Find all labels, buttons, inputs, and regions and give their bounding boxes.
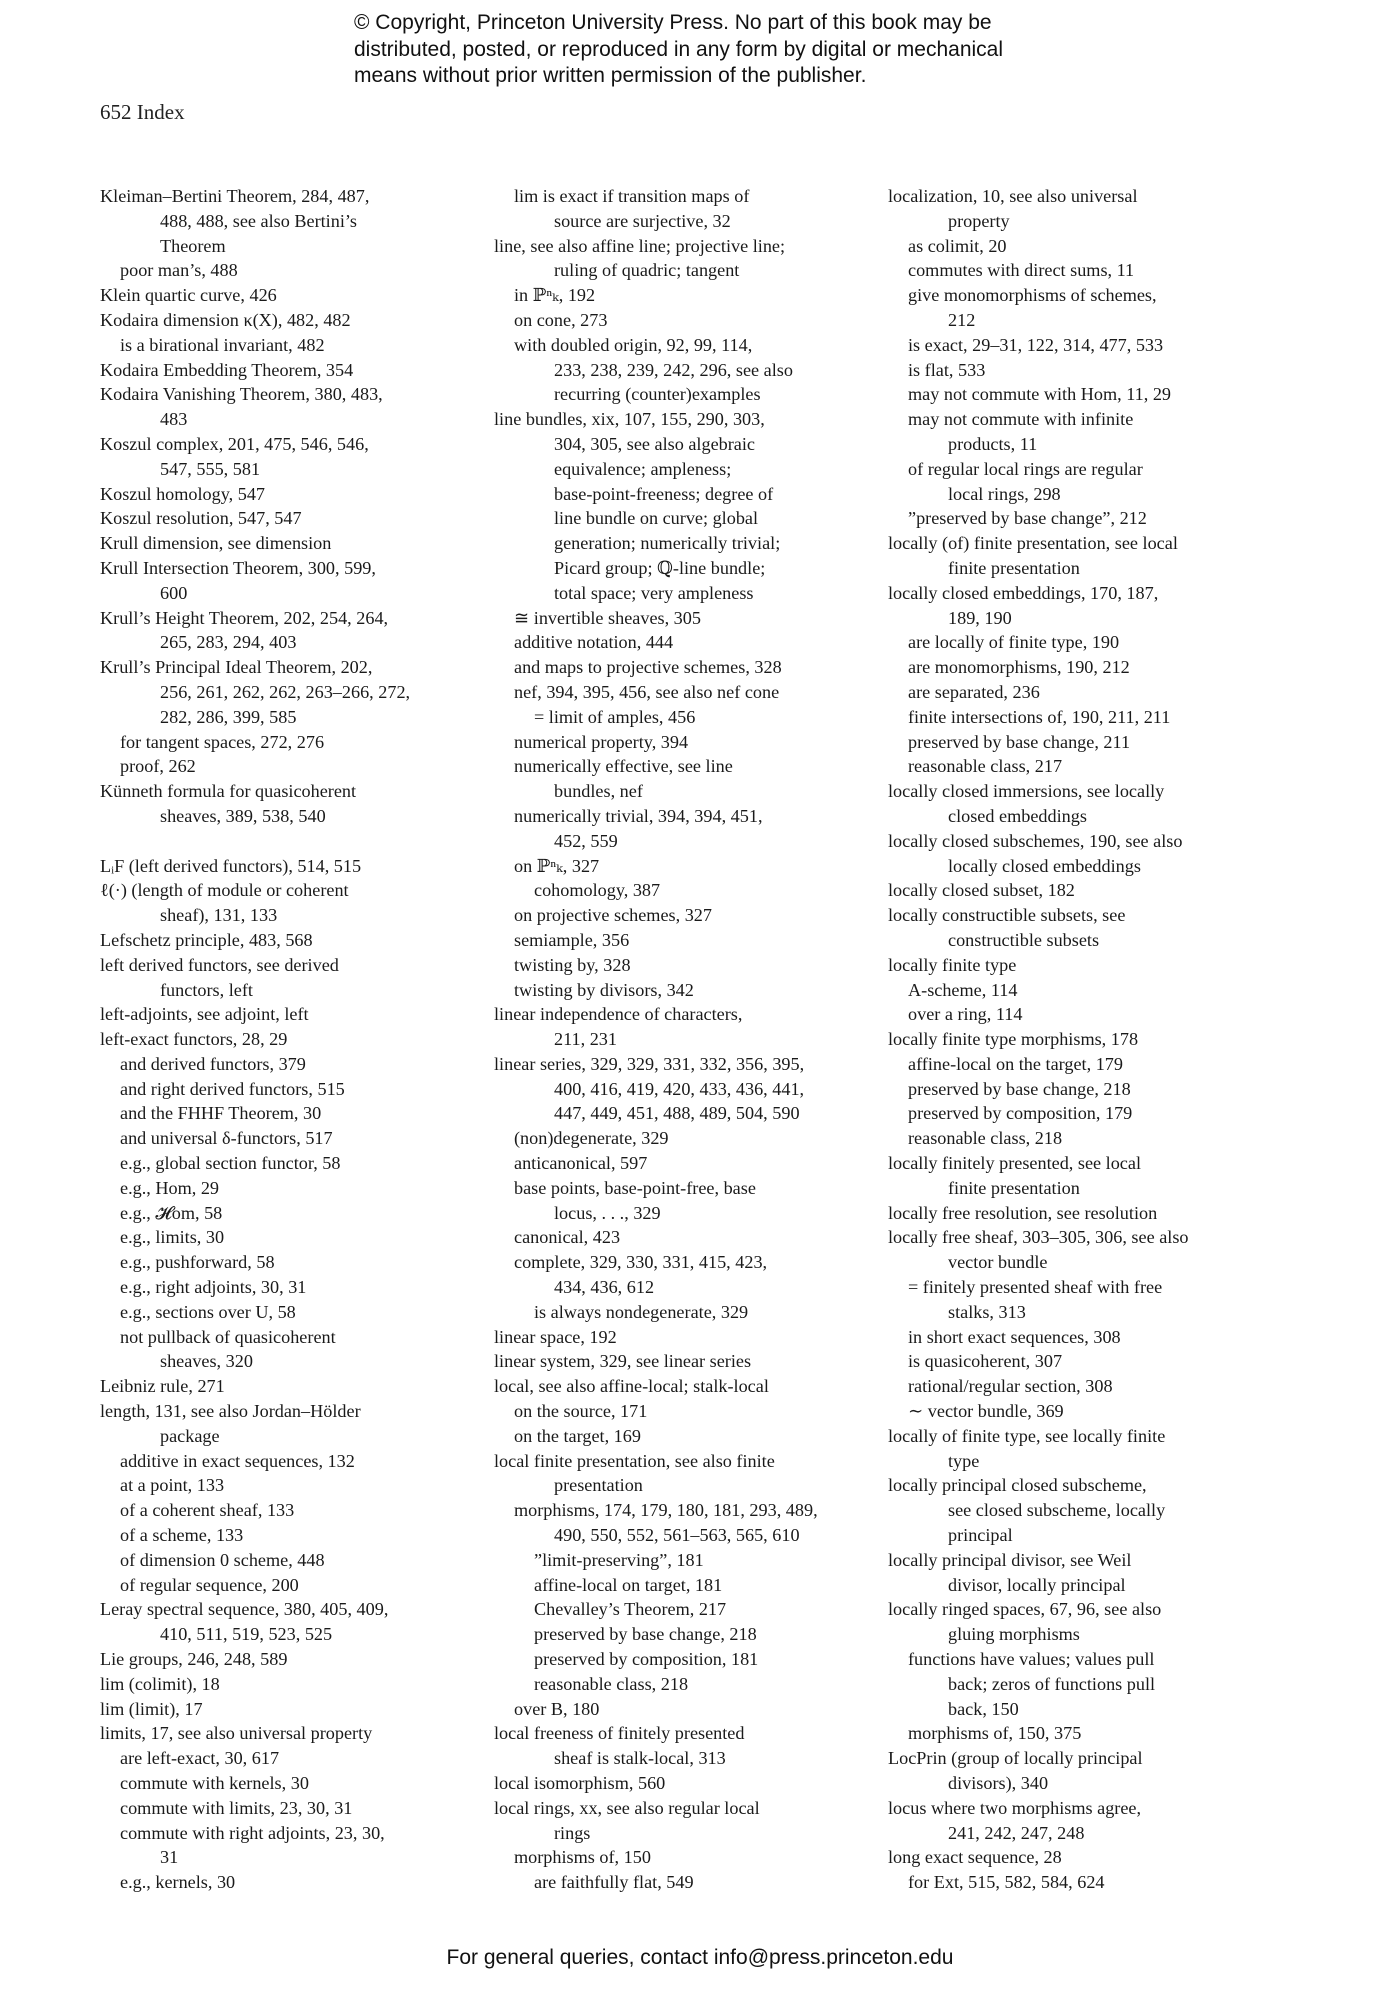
index-entry-continuation: functors, left: [160, 979, 253, 1000]
index-subentry: is flat, 533: [908, 359, 986, 380]
index-entry-continuation: bundles, nef: [554, 781, 643, 802]
index-entry: locally finite type morphisms, 178: [888, 1029, 1139, 1050]
index-subentry: in short exact sequences, 308: [908, 1326, 1121, 1347]
index-entry: locally ringed spaces, 67, 96, see also: [888, 1599, 1162, 1620]
index-subentry: base points, base-point-free, base: [514, 1177, 756, 1198]
index-entry-continuation: recurring (counter)examples: [554, 384, 761, 405]
index-entry: Krull Intersection Theorem, 300, 599,: [100, 557, 376, 578]
index-subentry: additive in exact sequences, 132: [120, 1450, 355, 1471]
index-entry-continuation: locus, . . ., 329: [554, 1202, 661, 1223]
index-entry-continuation: 488, 488, see also Bertini’s: [160, 210, 358, 231]
index-entry: length, 131, see also Jordan–Hölder: [100, 1401, 361, 1422]
index-subentry: cohomology, 387: [534, 880, 661, 901]
index-spacer: [100, 829, 470, 854]
index-entry: Koszul homology, 547: [100, 483, 266, 504]
index-subentry: commute with right adjoints, 23, 30,: [120, 1822, 385, 1843]
index-entry-continuation: principal: [948, 1525, 1013, 1546]
index-subentry: is quasicoherent, 307: [908, 1351, 1063, 1372]
index-subentry: may not commute with Hom, 11, 29: [908, 384, 1172, 405]
index-entry: lim (limit), 17: [100, 1698, 203, 1719]
index-subentry: of regular sequence, 200: [120, 1574, 299, 1595]
index-subentry: on the source, 171: [514, 1401, 648, 1422]
index-entry-continuation: 447, 449, 451, 488, 489, 504, 590: [554, 1103, 800, 1124]
index-entry: Leray spectral sequence, 380, 405, 409,: [100, 1599, 389, 1620]
index-entry: Koszul complex, 201, 475, 546, 546,: [100, 433, 369, 454]
index-subentry: additive notation, 444: [514, 632, 674, 653]
index-subentry: reasonable class, 217: [908, 756, 1063, 777]
index-entry-continuation: 452, 559: [554, 830, 618, 851]
index-subentry: and the FHHF Theorem, 30: [120, 1103, 322, 1124]
index-subentry: of a coherent sheaf, 133: [120, 1500, 295, 1521]
index-entry: locally free resolution, see resolution: [888, 1202, 1158, 1223]
index-subentry: in ℙⁿₖ, 192: [514, 285, 596, 306]
index-subentry: A-scheme, 114: [908, 979, 1018, 1000]
index-column-1: [100, 184, 470, 1895]
index-entry: Krull dimension, see dimension: [100, 533, 332, 554]
index-entry: Kodaira Vanishing Theorem, 380, 483,: [100, 384, 383, 405]
index-entry-continuation: Picard group; ℚ-line bundle;: [554, 557, 766, 578]
index-entry: locally finitely presented, see local: [888, 1153, 1142, 1174]
index-entry-continuation: line bundle on curve; global: [554, 508, 759, 529]
copyright-line: means without prior written permission of the publisher.: [354, 64, 867, 87]
index-entry: ℓ(·) (length of module or coherent: [100, 880, 349, 901]
index-subentry: ≅ invertible sheaves, 305: [514, 607, 701, 628]
index-subentry: preserved by base change, 218: [534, 1624, 757, 1645]
index-subentry: morphisms of, 150: [514, 1847, 651, 1868]
index-subentry: rational/regular section, 308: [908, 1376, 1113, 1397]
index-subentry: ∼ vector bundle, 369: [908, 1401, 1064, 1422]
index-entry-continuation: base-point-freeness; degree of: [554, 483, 774, 504]
copyright-line: © Copyright, Princeton University Press. No part of this book may be: [354, 11, 992, 34]
index-entry: local freeness of finitely presented: [494, 1723, 745, 1744]
index-subentry: not pullback of quasicoherent: [120, 1326, 336, 1347]
index-entry-continuation: 410, 511, 519, 523, 525: [160, 1624, 333, 1645]
index-subentry: morphisms, 174, 179, 180, 181, 293, 489,: [514, 1500, 818, 1521]
index-entry: local rings, xx, see also regular local: [494, 1797, 760, 1818]
index-entry-continuation: back; zeros of functions pull: [948, 1673, 1156, 1694]
index-entry-continuation: 304, 305, see also algebraic: [554, 433, 756, 454]
index-entry-continuation: finite presentation: [948, 1177, 1080, 1198]
index-subentry: on projective schemes, 327: [514, 905, 712, 926]
index-entry-continuation: stalks, 313: [948, 1301, 1026, 1322]
index-entry: Leibniz rule, 271: [100, 1376, 225, 1397]
index-subentry: for tangent spaces, 272, 276: [120, 731, 325, 752]
index-subentry: is a birational invariant, 482: [120, 334, 325, 355]
index-subentry: of regular local rings are regular: [908, 458, 1143, 479]
index-entry-continuation: sheaves, 320: [160, 1351, 253, 1372]
index-subentry: affine-local on target, 181: [534, 1574, 723, 1595]
index-subentry: = finitely presented sheaf with free: [908, 1277, 1163, 1298]
index-entry-continuation: 189, 190: [948, 607, 1012, 628]
index-entry-continuation: gluing morphisms: [948, 1624, 1080, 1645]
index-subentry: are faithfully flat, 549: [534, 1872, 694, 1893]
index-entry: linear system, 329, see linear series: [494, 1351, 752, 1372]
index-entry-continuation: vector bundle: [948, 1252, 1048, 1273]
index-entry-continuation: 212: [948, 309, 976, 330]
index-entry: Kodaira dimension κ(X), 482, 482: [100, 309, 351, 330]
index-entry: local, see also affine-local; stalk-local: [494, 1376, 769, 1397]
index-entry-continuation: closed embeddings: [948, 805, 1087, 826]
index-subentry: are left-exact, 30, 617: [120, 1748, 280, 1769]
index-subentry: lim is exact if transition maps of: [514, 186, 750, 206]
index-entry-continuation: divisor, locally principal: [948, 1574, 1126, 1595]
index-entry-continuation: 256, 261, 262, 262, 263–266, 272,: [160, 681, 411, 702]
index-subentry: is exact, 29–31, 122, 314, 477, 533: [908, 334, 1164, 355]
index-entry: lim (colimit), 18: [100, 1673, 220, 1694]
index-subentry: e.g., global section functor, 58: [120, 1153, 341, 1174]
index-entry: locally constructible subsets, see: [888, 905, 1126, 926]
index-entry: linear space, 192: [494, 1326, 617, 1347]
index-subentry: Chevalley’s Theorem, 217: [534, 1599, 727, 1620]
index-entry: Koszul resolution, 547, 547: [100, 508, 302, 529]
index-entry: locally finite type: [888, 954, 1017, 975]
index-entry-continuation: products, 11: [948, 433, 1038, 454]
footer-contact: For general queries, contact info@press.princeton.edu: [446, 1946, 954, 1969]
index-entry: Kleiman–Bertini Theorem, 284, 487,: [100, 186, 370, 206]
index-column-3: [888, 184, 1278, 1895]
index-entry-continuation: total space; very ampleness: [554, 582, 754, 603]
index-subentry: preserved by base change, 218: [908, 1078, 1131, 1099]
index-entry: Krull’s Height Theorem, 202, 254, 264,: [100, 607, 389, 628]
index-subentry: with doubled origin, 92, 99, 114,: [514, 334, 753, 355]
index-entry: limits, 17, see also universal property: [100, 1723, 373, 1744]
index-subentry: on cone, 273: [514, 309, 608, 330]
index-entry-continuation: back, 150: [948, 1698, 1019, 1719]
index-entry: left derived functors, see derived: [100, 954, 339, 975]
index-subentry: affine-local on the target, 179: [908, 1053, 1123, 1074]
index-entry: locally (of) finite presentation, see local: [888, 533, 1178, 554]
index-subentry: is always nondegenerate, 329: [534, 1301, 749, 1322]
index-subentry: e.g., pushforward, 58: [120, 1252, 275, 1273]
running-head: 652 Index: [100, 100, 185, 124]
index-subentry: commute with limits, 23, 30, 31: [120, 1797, 353, 1818]
index-subentry: ”limit-preserving”, 181: [534, 1549, 704, 1570]
index-subentry: canonical, 423: [514, 1227, 621, 1248]
index-entry-continuation: presentation: [554, 1475, 643, 1496]
index-subentry: for Ext, 515, 582, 584, 624: [908, 1872, 1105, 1893]
index-subentry: commute with kernels, 30: [120, 1773, 309, 1793]
index-subentry: are separated, 236: [908, 681, 1040, 702]
index-entry-continuation: package: [160, 1425, 220, 1446]
index-entry-continuation: 400, 416, 419, 420, 433, 436, 441,: [554, 1078, 805, 1099]
index-entry-continuation: sheaf is stalk-local, 313: [554, 1748, 726, 1769]
index-entry: locally principal closed subscheme,: [888, 1475, 1147, 1496]
index-subentry: e.g., 𝓗om, 58: [120, 1202, 223, 1223]
index-entry-continuation: rings: [554, 1822, 591, 1843]
index-column-2: [494, 184, 864, 1895]
index-subentry: e.g., kernels, 30: [120, 1872, 236, 1893]
index-subentry: preserved by composition, 179: [908, 1103, 1133, 1124]
index-subentry: over B, 180: [514, 1698, 600, 1719]
index-entry: Lie groups, 246, 248, 589: [100, 1649, 288, 1670]
index-subentry: twisting by divisors, 342: [514, 979, 694, 1000]
index-entry-continuation: ruling of quadric; tangent: [554, 260, 740, 281]
index-subentry: finite intersections of, 190, 211, 211: [908, 706, 1171, 727]
index-entry-continuation: 547, 555, 581: [160, 458, 261, 479]
index-entry-continuation: constructible subsets: [948, 929, 1100, 950]
index-entry: locally closed immersions, see locally: [888, 781, 1165, 802]
index-entry-continuation: locally closed embeddings: [948, 855, 1141, 876]
index-subentry: semiample, 356: [514, 929, 630, 950]
index-entry: linear independence of characters,: [494, 1004, 743, 1025]
index-subentry: at a point, 133: [120, 1475, 225, 1496]
index-entry-continuation: equivalence; ampleness;: [554, 458, 732, 479]
copyright-notice: [354, 10, 1174, 90]
index-entry: locally closed subset, 182: [888, 880, 1075, 901]
index-entry-continuation: sheaf), 131, 133: [160, 905, 278, 926]
index-entry-continuation: generation; numerically trivial;: [554, 533, 781, 554]
index-entry-continuation: source are surjective, 32: [554, 210, 731, 231]
index-entry-continuation: 241, 242, 247, 248: [948, 1822, 1085, 1843]
index-subentry: on the target, 169: [514, 1425, 641, 1446]
index-entry-continuation: 282, 286, 399, 585: [160, 706, 297, 727]
index-entry: localization, 10, see also universal: [888, 186, 1138, 206]
index-subentry: and universal δ-functors, 517: [120, 1128, 333, 1149]
index-entry: LocPrin (group of locally principal: [888, 1748, 1143, 1769]
index-subentry: on ℙⁿₖ, 327: [514, 855, 600, 876]
index-entry: locally closed subschemes, 190, see also: [888, 830, 1183, 851]
index-subentry: are locally of finite type, 190: [908, 632, 1120, 653]
index-subentry: and maps to projective schemes, 328: [514, 657, 782, 678]
index-subentry: as colimit, 20: [908, 235, 1007, 256]
index-entry-continuation: 600: [160, 582, 188, 603]
index-subentry: functions have values; values pull: [908, 1649, 1155, 1670]
index-subentry: numerically trivial, 394, 394, 451,: [514, 805, 763, 826]
index-subentry: and derived functors, 379: [120, 1053, 306, 1074]
index-subentry: e.g., Hom, 29: [120, 1177, 220, 1198]
index-entry: long exact sequence, 28: [888, 1847, 1062, 1868]
index-entry-continuation: Theorem: [160, 235, 226, 256]
index-entry: Klein quartic curve, 426: [100, 285, 277, 306]
index-subentry: preserved by composition, 181: [534, 1649, 759, 1670]
index-subentry: and right derived functors, 515: [120, 1078, 345, 1099]
index-entry-continuation: 434, 436, 612: [554, 1277, 655, 1298]
index-entry-continuation: sheaves, 389, 538, 540: [160, 805, 326, 826]
index-subentry: proof, 262: [120, 756, 196, 777]
index-subentry: reasonable class, 218: [908, 1128, 1063, 1149]
index-subentry: (non)degenerate, 329: [514, 1128, 669, 1149]
index-entry-continuation: finite presentation: [948, 557, 1080, 578]
index-entry: line, see also affine line; projective line;: [494, 235, 786, 256]
index-subentry: are monomorphisms, 190, 212: [908, 657, 1130, 678]
index-entry: Krull’s Principal Ideal Theorem, 202,: [100, 657, 373, 678]
index-subentry: twisting by, 328: [514, 954, 631, 975]
index-entry-continuation: 265, 283, 294, 403: [160, 632, 297, 653]
index-subentry: e.g., sections over U, 58: [120, 1301, 296, 1322]
index-entry: linear series, 329, 329, 331, 332, 356, 395,: [494, 1053, 805, 1074]
index-subentry: morphisms of, 150, 375: [908, 1723, 1082, 1744]
index-entry: line bundles, xix, 107, 155, 290, 303,: [494, 409, 765, 430]
index-entry: locally of finite type, see locally finite: [888, 1425, 1166, 1446]
index-entry: Lefschetz principle, 483, 568: [100, 929, 313, 950]
index-entry: Künneth formula for quasicoherent: [100, 781, 357, 802]
index-entry-continuation: see closed subscheme, locally: [948, 1500, 1166, 1521]
index-entry: locally principal divisor, see Weil: [888, 1549, 1132, 1570]
index-subentry: anticanonical, 597: [514, 1153, 648, 1174]
index-entry: locus where two morphisms agree,: [888, 1797, 1142, 1818]
index-subentry: ”preserved by base change”, 212: [908, 508, 1147, 529]
index-entry-continuation: local rings, 298: [948, 483, 1061, 504]
index-subentry: of dimension 0 scheme, 448: [120, 1549, 325, 1570]
index-entry: LᵢF (left derived functors), 514, 515: [100, 855, 362, 876]
index-entry-continuation: type: [948, 1450, 980, 1471]
index-subentry: numerical property, 394: [514, 731, 689, 752]
index-subentry: reasonable class, 218: [534, 1673, 689, 1694]
index-subentry: over a ring, 114: [908, 1004, 1023, 1025]
index-subentry: e.g., limits, 30: [120, 1227, 225, 1248]
index-subentry: nef, 394, 395, 456, see also nef cone: [514, 681, 780, 702]
index-subentry: give monomorphisms of schemes,: [908, 285, 1157, 306]
index-subentry: = limit of amples, 456: [534, 706, 696, 727]
index-subentry: numerically effective, see line: [514, 756, 733, 777]
index-subentry: poor man’s, 488: [120, 260, 238, 281]
index-entry: local finite presentation, see also finite: [494, 1450, 775, 1471]
index-entry: left-adjoints, see adjoint, left: [100, 1004, 309, 1025]
index-entry-continuation: 233, 238, 239, 242, 296, see also: [554, 359, 793, 380]
index-entry: local isomorphism, 560: [494, 1773, 666, 1793]
index-entry-continuation: 483: [160, 409, 188, 430]
index-subentry: commutes with direct sums, 11: [908, 260, 1135, 281]
index-entry-continuation: property: [948, 210, 1010, 231]
index-entry: Kodaira Embedding Theorem, 354: [100, 359, 354, 380]
index-subentry: may not commute with infinite: [908, 409, 1134, 430]
index-entry-continuation: 31: [160, 1847, 179, 1868]
index-entry: locally closed embeddings, 170, 187,: [888, 582, 1159, 603]
index-entry-continuation: divisors), 340: [948, 1773, 1049, 1793]
index-subentry: e.g., right adjoints, 30, 31: [120, 1277, 307, 1298]
index-entry-continuation: 211, 231: [554, 1029, 617, 1050]
index-entry: left-exact functors, 28, 29: [100, 1029, 288, 1050]
index-entry-continuation: 490, 550, 552, 561–563, 565, 610: [554, 1525, 800, 1546]
index-entry: locally free sheaf, 303–305, 306, see also: [888, 1227, 1189, 1248]
index-subentry: of a scheme, 133: [120, 1525, 244, 1546]
copyright-line: distributed, posted, or reproduced in any form by digital or mechanical: [354, 37, 1004, 61]
index-subentry: preserved by base change, 211: [908, 731, 1131, 752]
index-subentry: complete, 329, 330, 331, 415, 423,: [514, 1252, 768, 1273]
